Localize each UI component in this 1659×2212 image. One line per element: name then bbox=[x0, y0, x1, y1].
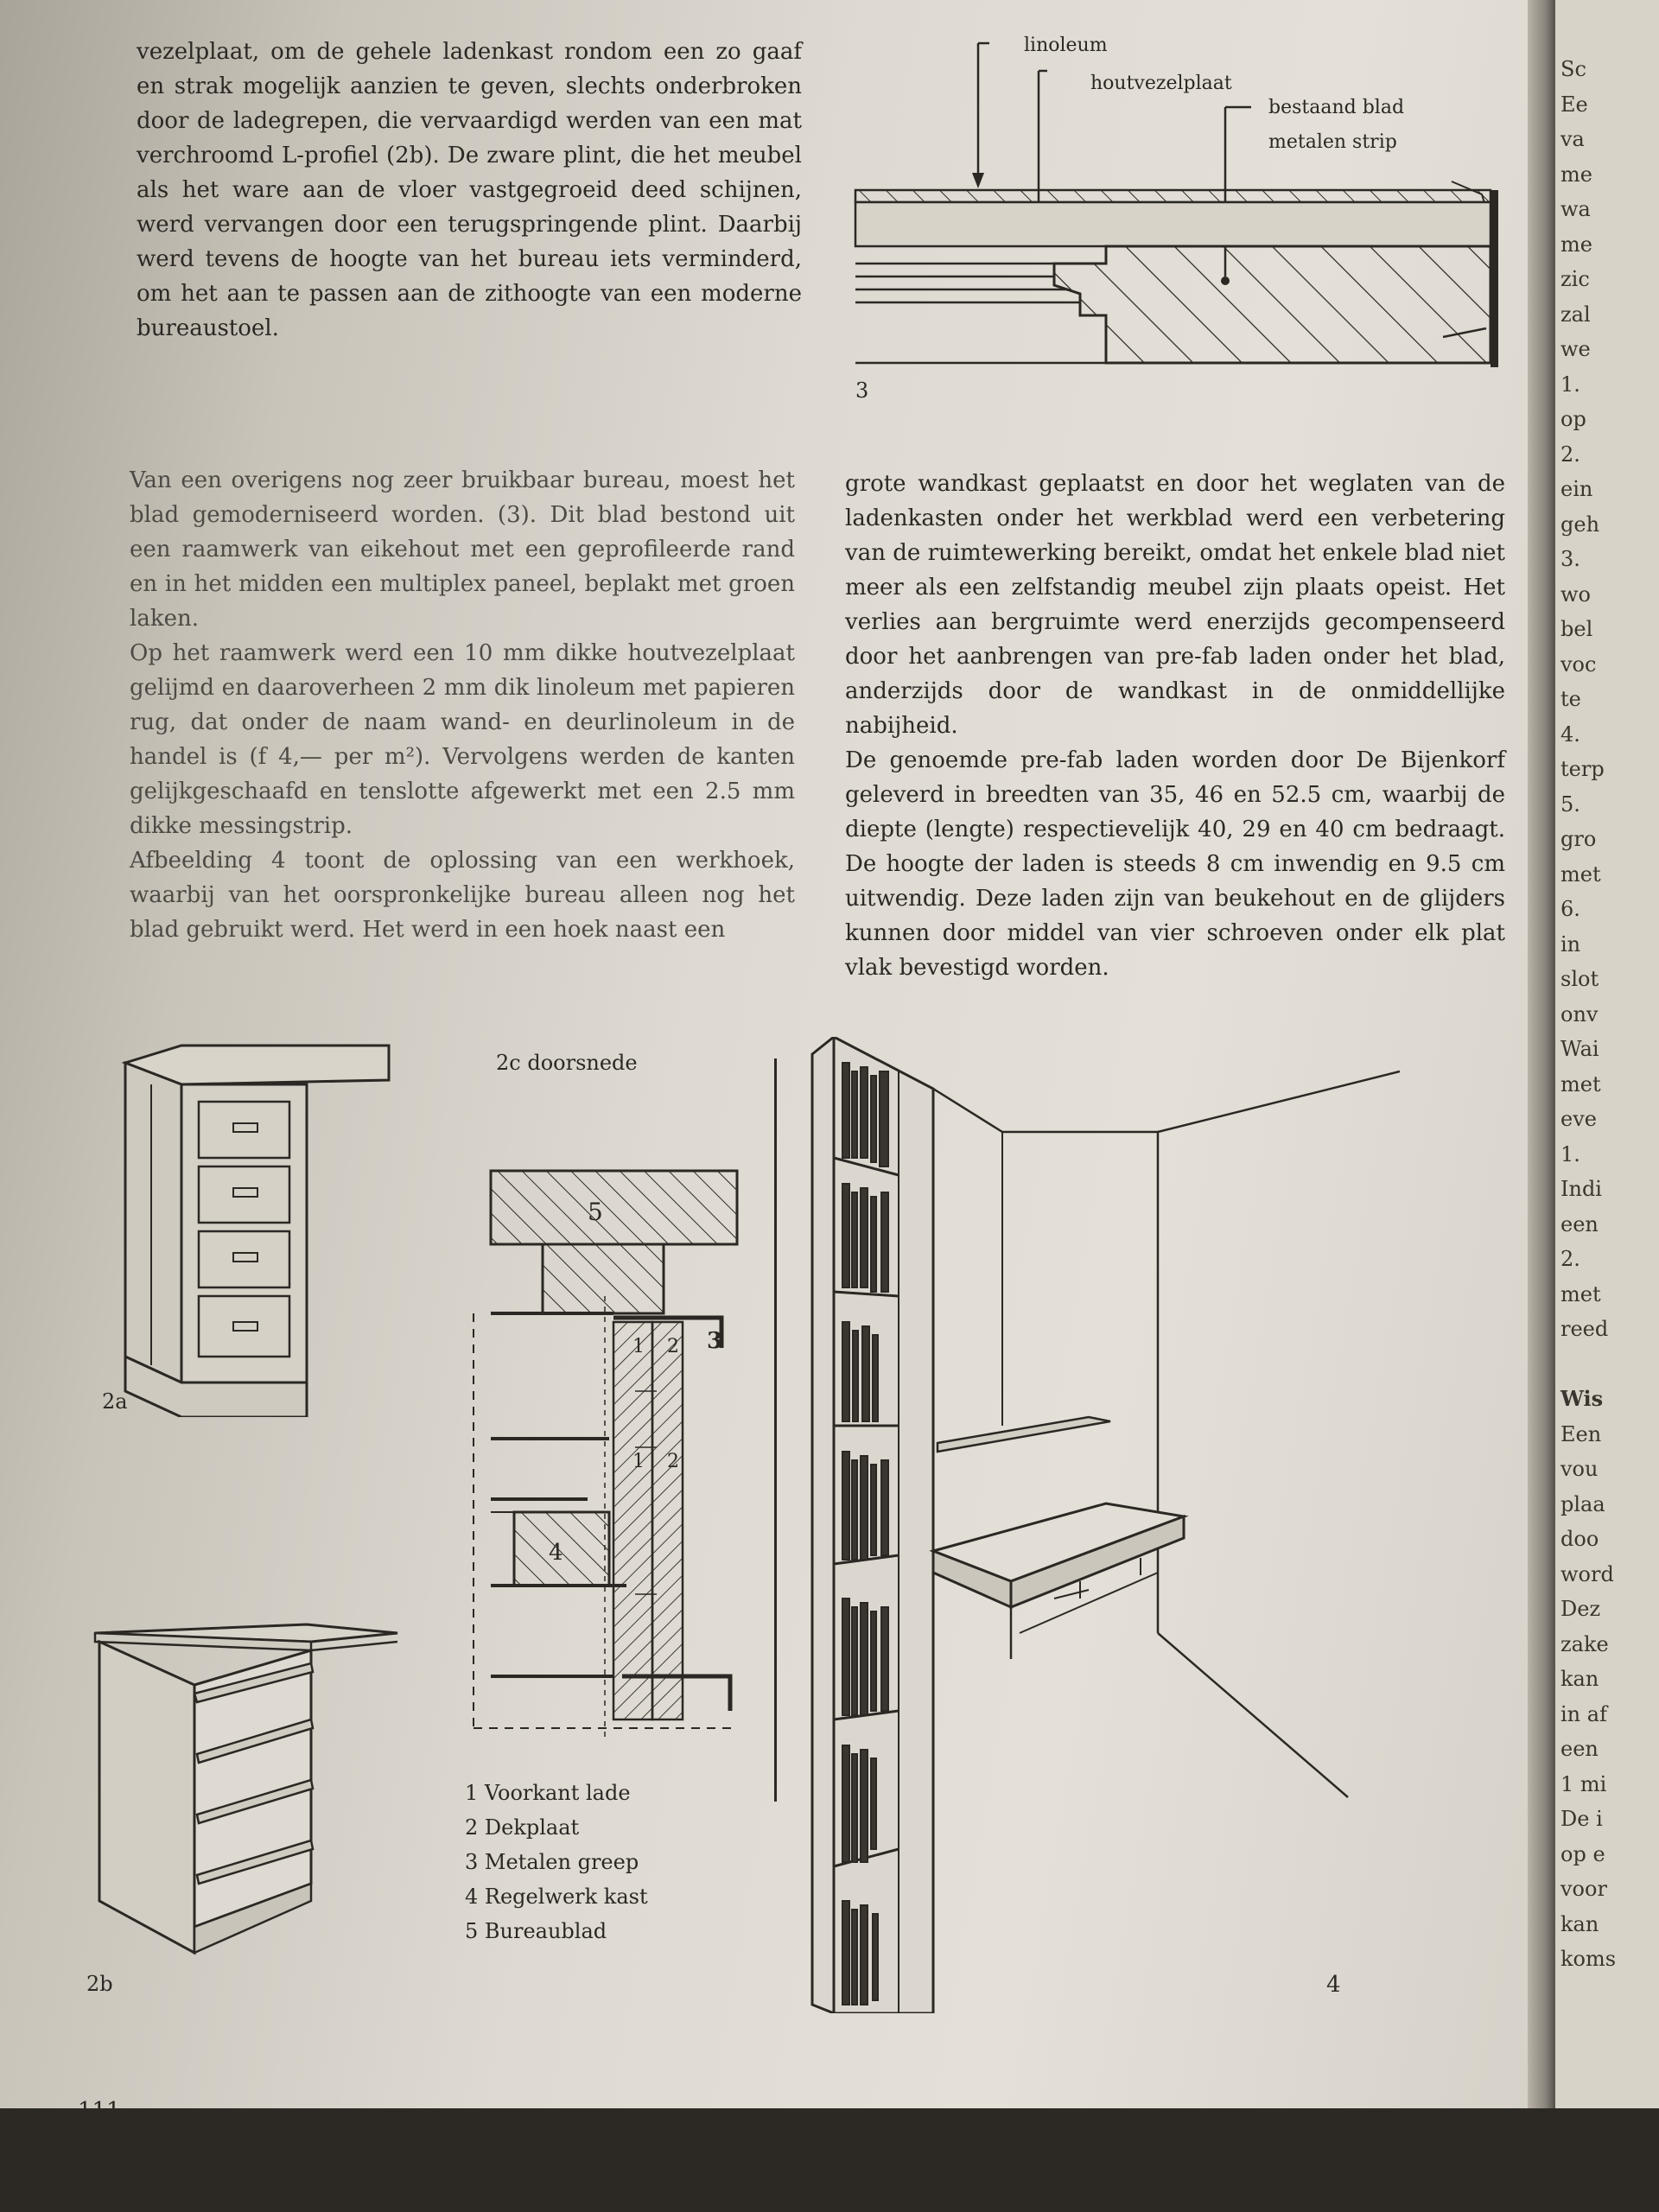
text-fragment: een bbox=[1560, 1737, 1599, 1761]
text-fragment: 6. bbox=[1560, 897, 1580, 921]
figure-number: 3 bbox=[855, 378, 869, 403]
text-fragment: Wai bbox=[1560, 1037, 1599, 1061]
text-fragment: me bbox=[1560, 162, 1592, 187]
text-fragment bbox=[1560, 1347, 1656, 1382]
text-fragment: Sc bbox=[1560, 57, 1586, 81]
text-fragment: 3. bbox=[1560, 547, 1580, 571]
text-fragment: Een bbox=[1560, 1421, 1602, 1446]
label-metalen-strip: metalen strip bbox=[1268, 131, 1397, 153]
paragraph: Van een overigens nog zeer bruikbaar bureau, moest het blad gemoderniseerd worden. (3). Dit blad bestond uit een raamwerk van eikehout met een geprofileerde rand en in het midden een multiplex paneel, beplakt met groen laken. bbox=[130, 467, 795, 632]
figure-4-work-corner bbox=[795, 1037, 1400, 2013]
text-fragment: onv bbox=[1560, 1001, 1599, 1027]
text-fragment: in af bbox=[1560, 1701, 1607, 1726]
label-houtvezelplaat: houtvezelplaat bbox=[1090, 73, 1232, 94]
figure-2c-legend bbox=[465, 1776, 648, 1948]
text-fragment: Dez bbox=[1560, 1597, 1601, 1621]
text-fragment: Wis bbox=[1560, 1386, 1604, 1411]
text-fragment: op bbox=[1560, 407, 1586, 431]
figure-2c-cross-section bbox=[467, 1141, 778, 1763]
text-fragment: 1. bbox=[1560, 372, 1580, 397]
text-fragment: met bbox=[1560, 1071, 1601, 1096]
mark-1: 1 bbox=[632, 1336, 645, 1357]
mark-1: 1 bbox=[632, 1451, 645, 1472]
text-fragment bbox=[1560, 1977, 1656, 2012]
text-fragment: op e bbox=[1560, 1841, 1605, 1866]
mark-3: 3 bbox=[707, 1328, 723, 1354]
background-surface bbox=[0, 2108, 1659, 2212]
legend-item: 2 Dekplaat bbox=[465, 1815, 580, 1840]
text-fragment: met bbox=[1560, 861, 1601, 887]
text-fragment: 1. bbox=[1560, 1141, 1580, 1166]
text-fragment: ein bbox=[1560, 477, 1593, 501]
text-fragment: wo bbox=[1560, 582, 1591, 607]
label-linoleum: linoleum bbox=[1024, 35, 1108, 56]
text-fragment: me bbox=[1560, 232, 1592, 257]
text-fragment: een bbox=[1560, 1211, 1599, 1236]
left-column-top-text bbox=[137, 35, 802, 346]
paragraph: Op het raamwerk werd een 10 mm dikke houtvezelplaat gelijmd en daaroverheen 2 mm dik linoleum met papieren rug, dat onder de naam wand- en deurlinoleum in de handel is (f 4,— per m²). Vervolgens werden de kanten gelijkgeschaafd en tenslotte afgewerkt met een 2.5 mm dikke messingstrip. bbox=[130, 640, 795, 839]
text-fragment: zake bbox=[1560, 1631, 1609, 1656]
figure-2b-modernized-desk bbox=[86, 1616, 415, 1996]
facing-page-edge bbox=[1555, 0, 1659, 2108]
figure-2c-title: 2c doorsnede bbox=[496, 1051, 638, 1075]
text-fragment: 1 mi bbox=[1560, 1771, 1607, 1796]
paragraph: De genoemde pre-fab laden worden door De Bijenkorf geleverd in breedten van 35, 46 en 52.5 cm, waarbij de diepte (lengte) respectievelijk 40, 29 en 40 cm bedraagt. De hoogte der laden is steeds 8 cm inwendig en 9.5 cm uitwendig. Deze laden zijn van beukehout en de glijders kunnen door middel van vier schroeven onder elk plat vlak bevestigd worden. bbox=[845, 747, 1505, 981]
text-fragment: voc bbox=[1560, 652, 1597, 677]
text-fragment: slot bbox=[1560, 967, 1599, 991]
text-fragment: wa bbox=[1560, 197, 1591, 221]
facing-page-text bbox=[1560, 52, 1656, 2012]
book-spine bbox=[1528, 0, 1557, 2160]
text-fragment: plaa bbox=[1560, 1491, 1605, 1516]
text-fragment: 4. bbox=[1560, 721, 1580, 747]
text-fragment: in bbox=[1560, 931, 1581, 957]
label-bestaand-blad: bestaand blad bbox=[1268, 97, 1405, 118]
text-fragment: te bbox=[1560, 687, 1581, 711]
right-column-text bbox=[845, 467, 1505, 985]
legend-item: 4 Regelwerk kast bbox=[465, 1885, 648, 1909]
legend-item: 1 Voorkant lade bbox=[465, 1781, 631, 1805]
text-fragment: 2. bbox=[1560, 1247, 1580, 1271]
left-column-middle-text bbox=[130, 463, 795, 947]
text-fragment: Indi bbox=[1560, 1177, 1602, 1201]
text-fragment: 2. bbox=[1560, 442, 1580, 467]
text-fragment: Ee bbox=[1560, 92, 1588, 117]
text-fragment: zic bbox=[1560, 267, 1590, 291]
text-fragment: zal bbox=[1560, 302, 1591, 327]
figure-2a-label: 2a bbox=[102, 1389, 128, 1414]
text-fragment: va bbox=[1560, 127, 1585, 151]
paragraph: grote wandkast geplaatst en door het weglaten van de ladenkasten onder het werkblad werd een verbetering van de ruimtewerking bereikt, omdat het enkele blad niet meer als een zelfstandig meubel zijn plaats opeist. Het verlies aan bergruimte werd enerzijds gecompenseerd door het aanbrengen van pre-fab laden onder het blad, anderzijds door de wandkast in de onmiddellijke nabijheid. bbox=[845, 471, 1505, 739]
figure-2a-original-desk bbox=[86, 1037, 397, 1417]
paragraph: Afbeelding 4 toont de oplossing van een werkhoek, waarbij van het oorspronkelijke bureau alleen nog het blad gebruikt werd. Het werd in een hoek naast een bbox=[130, 848, 795, 943]
text-fragment: gro bbox=[1560, 827, 1597, 851]
text-fragment: voor bbox=[1560, 1877, 1607, 1901]
text-fragment: De i bbox=[1560, 1807, 1603, 1831]
figure-divider bbox=[774, 1058, 777, 1802]
figure-2b-label: 2b bbox=[86, 1972, 113, 1996]
mark-4: 4 bbox=[549, 1540, 563, 1566]
mark-2: 2 bbox=[667, 1451, 679, 1472]
text-fragment: vou bbox=[1560, 1457, 1599, 1481]
text-fragment: bel bbox=[1560, 617, 1593, 641]
text-fragment: met bbox=[1560, 1281, 1601, 1306]
legend-item: 5 Bureaublad bbox=[465, 1919, 607, 1943]
text-fragment: doo bbox=[1560, 1527, 1599, 1551]
figure-4-label: 4 bbox=[1326, 1972, 1341, 1998]
mark-5: 5 bbox=[588, 1198, 603, 1226]
text-fragment: koms bbox=[1560, 1947, 1617, 1971]
legend-item: 3 Metalen greep bbox=[465, 1850, 639, 1874]
text-fragment: word bbox=[1560, 1561, 1614, 1586]
text-fragment: kan bbox=[1560, 1911, 1599, 1936]
paragraph: vezelplaat, om de gehele ladenkast rondom een zo gaaf en strak mogelijk aanzien te geven, slechts onderbroken door de ladegrepen, die vervaardigd werden van een mat verchroomd L-profiel (2b). De zware plint, die het meubel als het ware aan de vloer vastgegroeid deed schijnen, werd vervangen door een terugspringende plint. Daarbij werd tevens de hoogte van het bureau iets verminderd, om het aan te passen aan de zithoogte van een moderne bureaustoel. bbox=[137, 39, 802, 341]
text-fragment: geh bbox=[1560, 512, 1600, 537]
text-fragment: kan bbox=[1560, 1667, 1599, 1691]
mark-2: 2 bbox=[667, 1336, 679, 1357]
text-fragment: reed bbox=[1560, 1317, 1609, 1341]
text-fragment: 5. bbox=[1560, 791, 1580, 817]
text-fragment: eve bbox=[1560, 1107, 1597, 1131]
text-fragment: we bbox=[1560, 337, 1591, 361]
text-fragment: terp bbox=[1560, 757, 1605, 781]
